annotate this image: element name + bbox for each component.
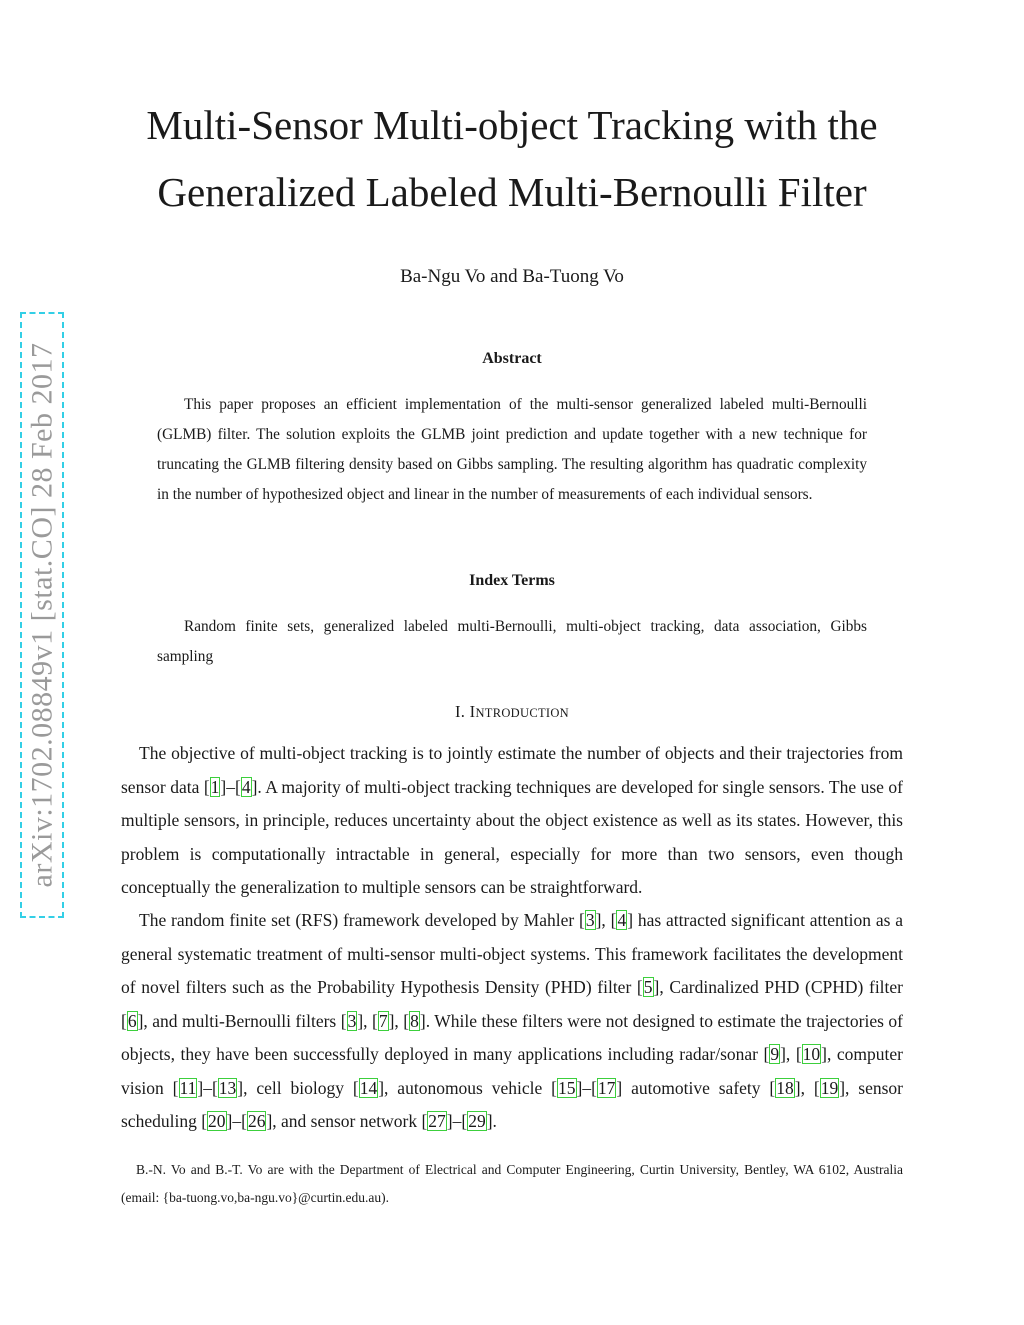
text-run: ], sensor scheduling [ [121,1077,903,1131]
citation-link[interactable]: 27 [428,1111,446,1131]
citation-link[interactable]: 17 [597,1077,616,1098]
citation-link[interactable]: 4 [617,910,627,930]
heading-initial: I [469,702,476,721]
citation-link[interactable]: 8 [410,1010,419,1031]
citation-link[interactable]: 14 [359,1077,378,1098]
text-run: ], [ [357,1010,378,1031]
citation-link[interactable]: 3 [585,910,595,930]
citation-link[interactable]: 13 [218,1077,237,1098]
citation-link[interactable]: 26 [247,1111,266,1131]
citation-link[interactable]: 10 [802,1044,821,1064]
citation-link[interactable]: 9 [770,1044,780,1064]
text-run: ], autonomous vehicle [ [378,1077,557,1098]
citation-link[interactable]: 11 [179,1077,197,1098]
title-line-1: Multi-Sensor Multi-object Tracking with the [146,102,878,148]
text-run: ], [ [794,1077,820,1098]
introduction-heading [100,702,924,722]
abstract-text: This paper proposes an efficient implementation of the multi-sensor generalized labeled multi-Bernoulli (GLMB) filter. The solution exploits the GLMB joint prediction and update together with a new technique for truncating the GLMB filtering density based on Gibbs sampling. The resulting algorithm has quadratic complexity in the number of hypothesized object and linear in the number of measurements of each individual sensors. [157,396,867,503]
text-run: ], cell biology [ [237,1077,359,1098]
citation-link[interactable]: 29 [468,1111,486,1131]
intro-paragraph-2 [121,904,903,1139]
text-run: ], [ [388,1010,410,1031]
text-run: The random finite set (RFS) framework developed by Mahler [ [139,910,585,930]
citation-link[interactable]: 5 [643,977,653,997]
citation-link[interactable]: 6 [127,1010,137,1031]
index-terms-text: Random finite sets, generalized labeled multi-Bernoulli, multi-object tracking, data association, Gibbs sampling [157,618,867,665]
citation-link[interactable]: 7 [378,1010,388,1031]
citation-link[interactable]: 4 [241,776,251,797]
text-run: ]–[ [197,1077,218,1098]
text-run: The objective of multi-object tracking is to jointly estimate the number of objects and their trajectories from sensor data [ [121,743,903,797]
text-run: ] has attracted significant attention as a general systematic treatment of multi-sensor multi-object systems. This framework facilitates the development of novel filters such as the Probability Hypothesis Density (PHD) filter [ [121,910,903,997]
citation-link[interactable]: 18 [776,1077,794,1098]
citation-link[interactable]: 19 [820,1077,839,1098]
text-run: ]–[ [226,1111,247,1131]
text-run: ]–[ [446,1111,468,1131]
text-run: ]. While these filters were not designed to estimate the trajectories of objects, they have been successfully deployed in many applications including radar/sonar [ [121,1010,903,1064]
citation-link[interactable]: 20 [208,1111,226,1131]
text-run: ], computer vision [ [121,1044,903,1098]
paper-title [100,92,924,226]
index-terms-heading: Index Terms [469,572,555,589]
text-run: ], Cardinalized PHD (CPHD) filter [ [121,977,903,1031]
abstract-heading: Abstract [482,350,542,367]
author-list: Ba-Ngu Vo and Ba-Tuong Vo [400,266,624,287]
text-run: ], [ [780,1044,802,1064]
arxiv-identifier[interactable]: arXiv:1702.08849v1 [stat.CO] 28 Feb 2017 [25,342,58,888]
citation-link[interactable]: 1 [210,776,220,797]
arxiv-sidebar-stamp [20,312,64,918]
text-run: ]. [486,1111,497,1131]
intro-paragraph-1 [121,737,903,905]
text-run: ]. A majority of multi-object tracking techniques are developed for single sensors. The use of multiple sensors, in principle, reduces uncertainty about the object existence as well as its states. However, this problem is computationally intractable in general, especially for more than two sensors, even though conceptually the generalization to multiple sensors can be straightforward. [121,776,903,897]
text-run: ] automotive safety [ [616,1077,776,1098]
section-numeral: I. [454,702,466,721]
author-affiliation-footnote: B.-N. Vo and B.-T. Vo are with the Department of Electrical and Computer Engineering, Curtin University, Bentley, WA 6102, Australia (email: {ba-tuong.vo,ba-ngu.vo}@curtin.edu.au). [121,1162,903,1205]
text-run: ], [ [595,910,617,930]
citation-link[interactable]: 15 [558,1077,576,1098]
text-run: ]–[ [220,776,241,797]
text-run: ]–[ [576,1077,597,1098]
title-line-2: Generalized Labeled Multi-Bernoulli Filter [157,169,867,215]
text-run: ], and multi-Bernoulli filters [ [137,1010,347,1031]
citation-link[interactable]: 3 [347,1010,357,1031]
text-run: ], and sensor network [ [266,1111,428,1131]
heading-rest: NTRODUCTION [475,706,570,720]
